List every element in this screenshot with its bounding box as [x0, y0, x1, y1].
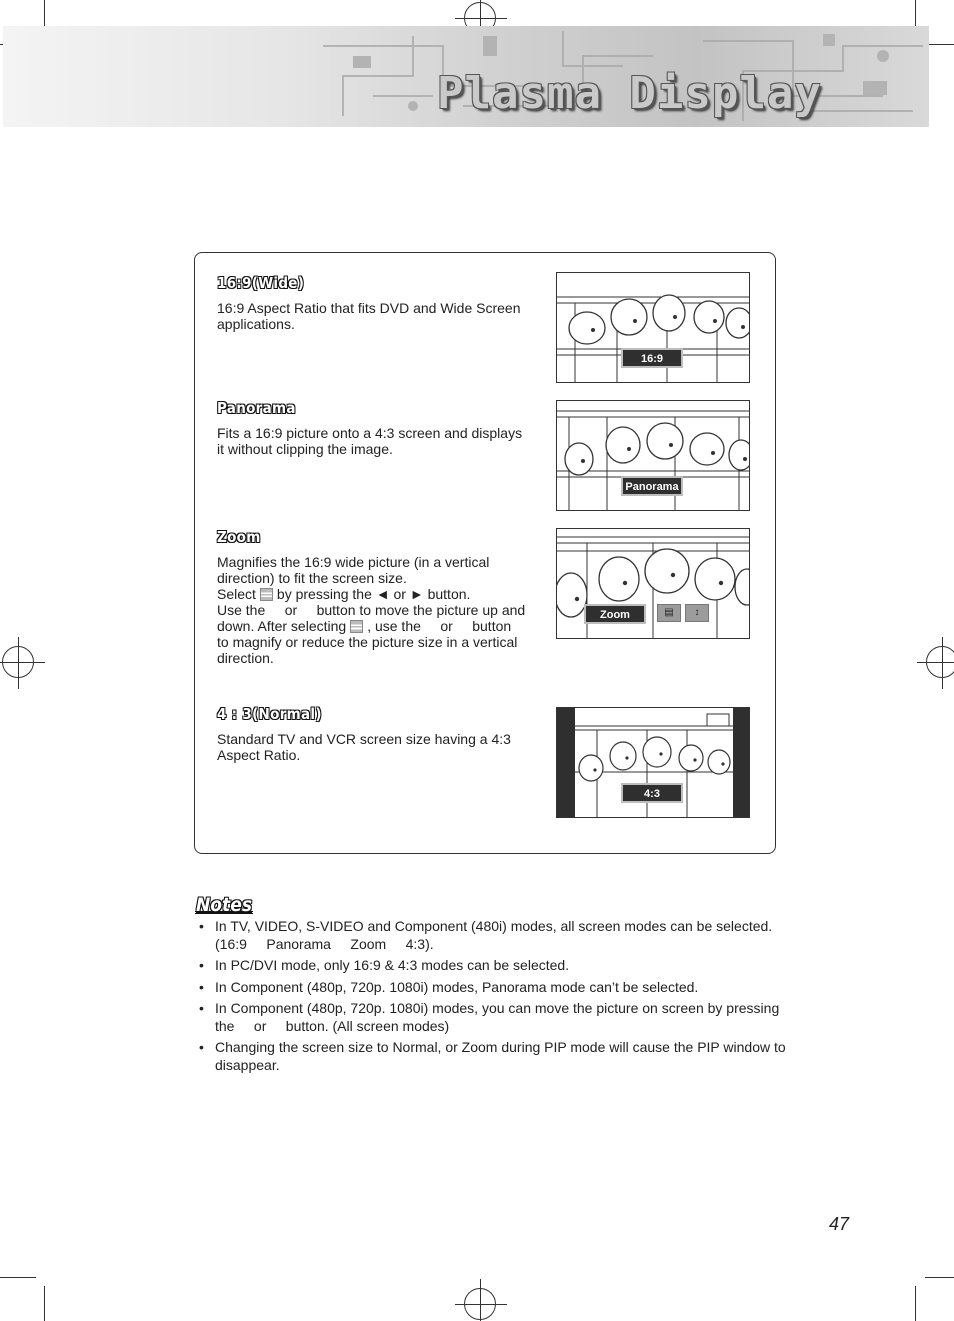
page-number: 47: [829, 1214, 850, 1234]
list-item: • Changing the screen size to Normal, or Zoom during PIP mode will cause the PIP window to disappear.: [196, 1039, 816, 1074]
registration-mark: [464, 1288, 496, 1320]
crop-mark: [44, 1286, 45, 1321]
size-icon: ↕: [685, 604, 709, 622]
crop-mark: [915, 1286, 916, 1321]
screen-illustration-normal: [556, 707, 750, 818]
osd-label: 16:9: [621, 348, 683, 368]
mode-section-normal: [217, 705, 547, 763]
mode-description: Fits a 16:9 picture onto a 4:3 screen and displays it without clipping the image.: [217, 425, 523, 457]
size-icon: [350, 620, 363, 633]
crop-mark: [925, 1277, 954, 1278]
osd-label: Zoom: [584, 604, 646, 624]
registration-mark: [2, 646, 34, 678]
position-icon: [260, 588, 273, 601]
list-item: • In TV, VIDEO, S-VIDEO and Component (480i) modes, all screen modes can be selected. (16:9 Panorama Zoom 4:3).: [196, 918, 816, 953]
mode-description: Magnifies the 16:9 wide picture (in a vertical direction) to fit the screen size. Select by pressing the ◄ or ► button. Use the or button to move the picture up and down. After selecting , use the or button to magnify or reduce the picture size in a vertical direction.: [217, 554, 526, 666]
mode-section-panorama: [217, 399, 547, 457]
notes-title: Notes: [196, 894, 252, 916]
mode-title: 4 : 3(Normal): [217, 705, 322, 723]
screen-illustration-panorama: [556, 400, 750, 511]
osd-label: Panorama: [621, 476, 683, 496]
page-title: Plasma Display: [437, 68, 822, 119]
mode-section-wide: [217, 274, 547, 332]
mode-section-zoom: [217, 528, 547, 666]
screen-mode-box: [194, 252, 776, 854]
list-item: • In Component (480p, 720p. 1080i) modes, Panorama mode can’t be selected.: [196, 979, 816, 997]
crop-mark: [0, 1277, 36, 1278]
screen-illustration-wide: [556, 272, 750, 383]
registration-mark: [926, 646, 954, 678]
screen-illustration-zoom: [556, 528, 750, 639]
position-icon: ▤: [657, 604, 681, 622]
mode-title: 16:9(Wide): [217, 274, 305, 292]
notes-list: [196, 918, 816, 1078]
header-banner: [3, 26, 929, 127]
mode-description: 16:9 Aspect Ratio that fits DVD and Wide Screen applications.: [217, 300, 521, 332]
crop-mark: [925, 44, 954, 45]
list-item: • In PC/DVI mode, only 16:9 & 4:3 modes can be selected.: [196, 957, 816, 975]
mode-title: Panorama: [217, 399, 296, 417]
osd-label: 4:3: [621, 783, 683, 803]
mode-title: Zoom: [217, 528, 261, 546]
list-item: • In Component (480p, 720p. 1080i) modes, you can move the picture on screen by pressing the or button. (All screen modes): [196, 1000, 816, 1035]
mode-description: Standard TV and VCR screen size having a 4:3 Aspect Ratio.: [217, 731, 511, 763]
